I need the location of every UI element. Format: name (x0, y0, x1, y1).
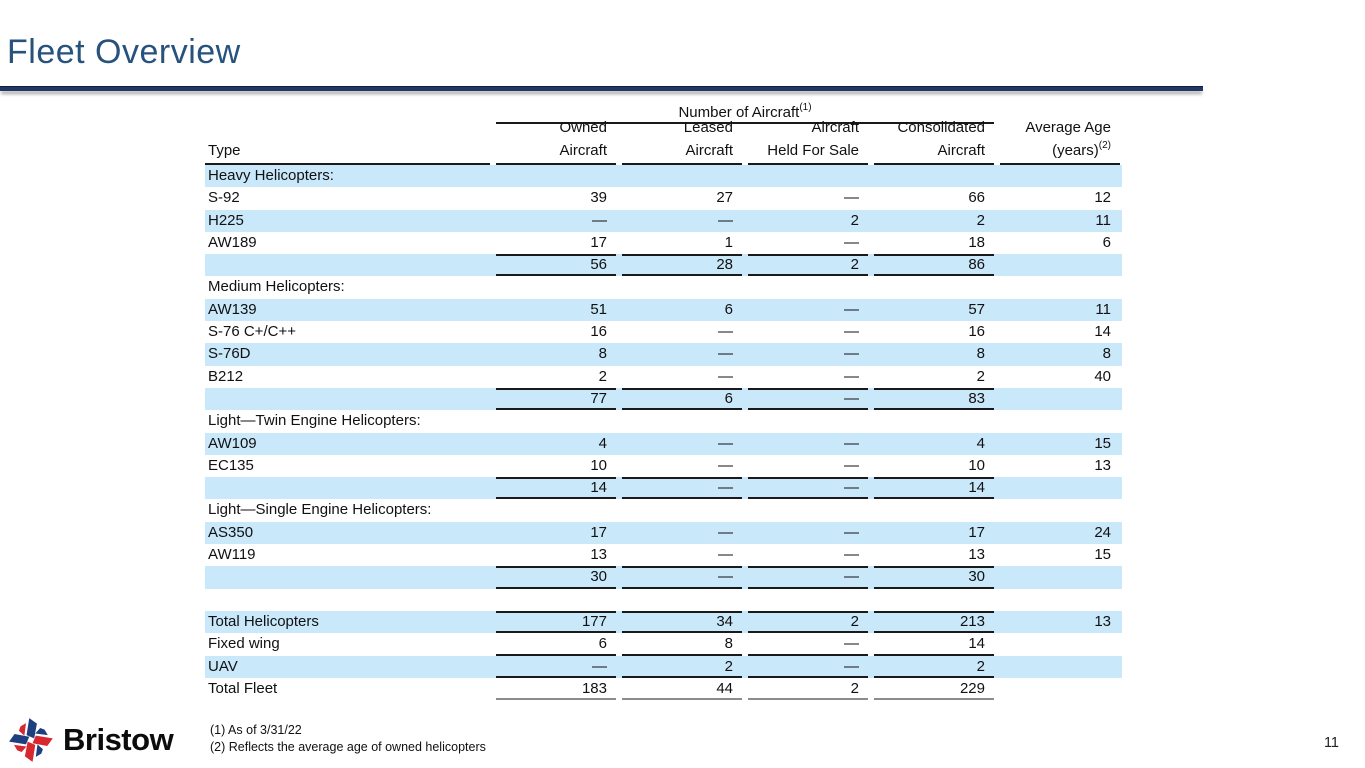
bristow-pinwheel-icon (5, 716, 59, 764)
table-row (205, 343, 1122, 365)
bristow-logo (5, 716, 173, 764)
value-cell: 17 (590, 233, 607, 251)
value-cell: 34 (622, 611, 742, 633)
age-cell (1000, 589, 1120, 611)
value-cell: 2 (850, 211, 859, 229)
value-cell: 14 (874, 477, 994, 499)
value-cell: — (622, 566, 742, 588)
value-cell: 183 (496, 678, 616, 700)
page-title: Fleet Overview (7, 33, 241, 71)
value-cell: — (748, 388, 868, 410)
value-cell: — (844, 546, 859, 564)
value-cell: — (718, 523, 733, 541)
type-cell: Heavy Helicopters: (208, 167, 334, 184)
value-cell: — (844, 367, 859, 385)
table-row (205, 455, 1122, 477)
value-cell: 18 (968, 233, 985, 251)
value-cell: 51 (590, 300, 607, 318)
value-cell (496, 165, 616, 187)
value-cell: — (496, 656, 616, 678)
type-cell: AW119 (208, 546, 256, 564)
value-cell: 1 (724, 233, 733, 251)
type-cell: S-76D (208, 345, 251, 363)
footnote-1: (1) As of 3/31/22 (210, 723, 302, 737)
value-cell: 8 (622, 633, 742, 655)
value-cell: — (748, 656, 868, 678)
value-cell: 27 (716, 189, 733, 207)
type-cell: UAV (208, 657, 238, 675)
value-cell: 13 (590, 546, 607, 564)
value-cell: 6 (496, 633, 616, 655)
value-cell: 2 (976, 367, 985, 385)
value-cell (496, 499, 616, 521)
subtotal-row (205, 477, 1122, 499)
table-row (205, 366, 1122, 388)
value-cell (874, 165, 994, 187)
value-cell (496, 276, 616, 298)
value-cell: — (748, 566, 868, 588)
value-cell (622, 276, 742, 298)
value-cell: 10 (590, 456, 607, 474)
age-cell: 40 (1094, 367, 1111, 385)
age-cell (1000, 165, 1120, 187)
type-cell: AW189 (208, 233, 257, 251)
value-cell: 229 (874, 678, 994, 700)
fleet-overview-table (205, 103, 1122, 700)
type-cell: Light—Twin Engine Helicopters: (208, 412, 421, 430)
section-header-row (205, 410, 1122, 432)
value-cell (874, 499, 994, 521)
spacer-row (205, 589, 1122, 611)
value-cell (748, 499, 868, 521)
value-cell: 16 (590, 323, 607, 341)
age-cell (1000, 499, 1120, 521)
table-column-header-row (205, 119, 1122, 165)
table-row (205, 522, 1122, 544)
value-cell (622, 410, 742, 432)
value-cell: 14 (874, 633, 994, 655)
value-cell: — (748, 477, 868, 499)
value-cell: — (844, 300, 859, 318)
value-cell: 57 (968, 300, 985, 318)
value-cell (496, 410, 616, 432)
type-cell: AW109 (208, 434, 257, 452)
value-cell: — (844, 345, 859, 363)
type-cell: B212 (208, 367, 244, 385)
value-cell: 2 (622, 656, 742, 678)
section-header-row (205, 165, 1122, 187)
value-cell: — (844, 233, 859, 251)
value-cell (874, 410, 994, 432)
type-cell: S-92 (208, 189, 240, 207)
footnote-2: (2) Reflects the average age of owned helicopters (210, 739, 486, 754)
age-cell: 11 (1095, 211, 1111, 229)
table-row (205, 633, 1122, 655)
value-cell: 13 (968, 546, 985, 564)
value-cell: — (748, 633, 868, 655)
table-row (205, 656, 1122, 678)
subtotal-row (205, 254, 1122, 276)
value-cell (748, 276, 868, 298)
age-cell (1000, 678, 1120, 700)
value-cell: 44 (622, 678, 742, 700)
footnote-ref-2: (2) (1098, 139, 1111, 151)
age-cell: 24 (1094, 523, 1111, 541)
value-cell (748, 165, 868, 187)
section-header-row (205, 276, 1122, 298)
type-cell: Light—Single Engine Helicopters: (208, 501, 432, 519)
value-cell: 10 (968, 456, 985, 474)
age-cell: 13 (1094, 612, 1111, 630)
footnotes (210, 722, 486, 755)
value-cell: 17 (968, 523, 985, 541)
value-cell (874, 589, 994, 611)
column-header-leased: Leased Aircraft (622, 124, 742, 165)
value-cell: 177 (496, 611, 616, 633)
value-cell: — (592, 211, 607, 229)
table-row (205, 232, 1122, 254)
value-cell: — (718, 546, 733, 564)
type-cell: Medium Helicopters: (208, 278, 345, 296)
age-cell: 13 (1094, 456, 1111, 474)
value-cell: 30 (874, 566, 994, 588)
table-row (205, 433, 1122, 455)
type-cell (205, 566, 490, 588)
value-cell: 8 (598, 345, 607, 363)
value-cell: 66 (968, 189, 985, 207)
type-cell: Total Fleet (208, 679, 278, 697)
type-cell (205, 388, 490, 410)
value-cell: 8 (976, 345, 985, 363)
age-cell (1000, 656, 1120, 678)
value-cell: 213 (874, 611, 994, 633)
type-cell (205, 589, 490, 611)
group-header-label: Number of Aircraft (678, 104, 800, 121)
value-cell (622, 589, 742, 611)
value-cell: — (718, 434, 733, 452)
age-cell: 11 (1095, 300, 1111, 318)
age-cell: 6 (1102, 233, 1111, 251)
value-cell: 2 (748, 254, 868, 276)
column-header-held-for-sale: Aircraft Held For Sale (748, 124, 868, 165)
table-body (205, 165, 1122, 700)
age-cell: 8 (1102, 345, 1111, 363)
type-cell: Total Helicopters (208, 612, 319, 630)
column-header-consolidated: Consolidated Aircraft (874, 124, 994, 165)
value-cell: — (844, 456, 859, 474)
value-cell: 39 (590, 189, 607, 207)
value-cell: — (718, 345, 733, 363)
page-number: 11 (1323, 735, 1339, 751)
age-cell (1000, 388, 1120, 410)
type-cell: AW139 (208, 300, 257, 318)
value-cell: — (844, 323, 859, 341)
value-cell (496, 589, 616, 611)
value-cell: — (844, 434, 859, 452)
age-cell (1000, 254, 1120, 276)
value-cell: 2 (598, 367, 607, 385)
table-row (205, 611, 1122, 633)
subtotal-row (205, 566, 1122, 588)
value-cell: — (718, 323, 733, 341)
value-cell: — (844, 189, 859, 207)
value-cell: 2 (748, 611, 868, 633)
value-cell (748, 410, 868, 432)
value-cell: — (718, 367, 733, 385)
title-divider (0, 86, 1203, 91)
value-cell: 56 (496, 254, 616, 276)
value-cell: 2 (874, 656, 994, 678)
column-header-type: Type (205, 124, 490, 165)
footnote-ref-1: (1) (799, 102, 812, 113)
age-cell (1000, 276, 1120, 298)
value-cell: 2 (976, 211, 985, 229)
value-cell: 17 (590, 523, 607, 541)
value-cell: 77 (496, 388, 616, 410)
type-cell (205, 254, 490, 276)
value-cell: 2 (748, 678, 868, 700)
value-cell: — (622, 477, 742, 499)
value-cell (748, 589, 868, 611)
age-cell: 14 (1094, 323, 1111, 341)
subtotal-row (205, 388, 1122, 410)
value-cell (622, 165, 742, 187)
age-cell (1000, 410, 1120, 432)
table-row (205, 187, 1122, 209)
value-cell: 16 (968, 323, 985, 341)
type-cell: AS350 (208, 523, 254, 541)
value-cell: 14 (496, 477, 616, 499)
group-header-spacer (205, 103, 490, 124)
type-cell: H225 (208, 211, 244, 229)
age-cell (1000, 477, 1120, 499)
age-cell: 12 (1094, 189, 1111, 207)
value-cell: 28 (622, 254, 742, 276)
value-cell: 83 (874, 388, 994, 410)
table-row (205, 210, 1122, 232)
value-cell: — (718, 211, 733, 229)
table-row (205, 321, 1122, 343)
logo-wordmark: Bristow (63, 722, 174, 757)
age-cell (1000, 566, 1120, 588)
value-cell: — (844, 523, 859, 541)
table-row (205, 544, 1122, 566)
value-cell: 30 (496, 566, 616, 588)
age-cell: 15 (1094, 546, 1111, 564)
type-cell: EC135 (208, 456, 254, 474)
value-cell: 6 (622, 388, 742, 410)
value-cell: 4 (598, 434, 607, 452)
value-cell: — (718, 456, 733, 474)
value-cell (874, 276, 994, 298)
column-header-owned: Owned Aircraft (496, 124, 616, 165)
table-row (205, 678, 1122, 700)
type-cell (205, 477, 490, 499)
table-row (205, 299, 1122, 321)
value-cell (622, 499, 742, 521)
value-cell: 4 (976, 434, 985, 452)
age-cell: 15 (1094, 434, 1111, 452)
type-cell: Fixed wing (208, 635, 280, 653)
column-header-average-age: Average Age (years)$^{(2)}$ (1000, 124, 1120, 165)
age-cell (1000, 633, 1120, 655)
value-cell: 6 (724, 300, 733, 318)
type-cell: S-76 C+/C++ (208, 323, 296, 341)
value-cell: 86 (874, 254, 994, 276)
section-header-row (205, 499, 1122, 521)
